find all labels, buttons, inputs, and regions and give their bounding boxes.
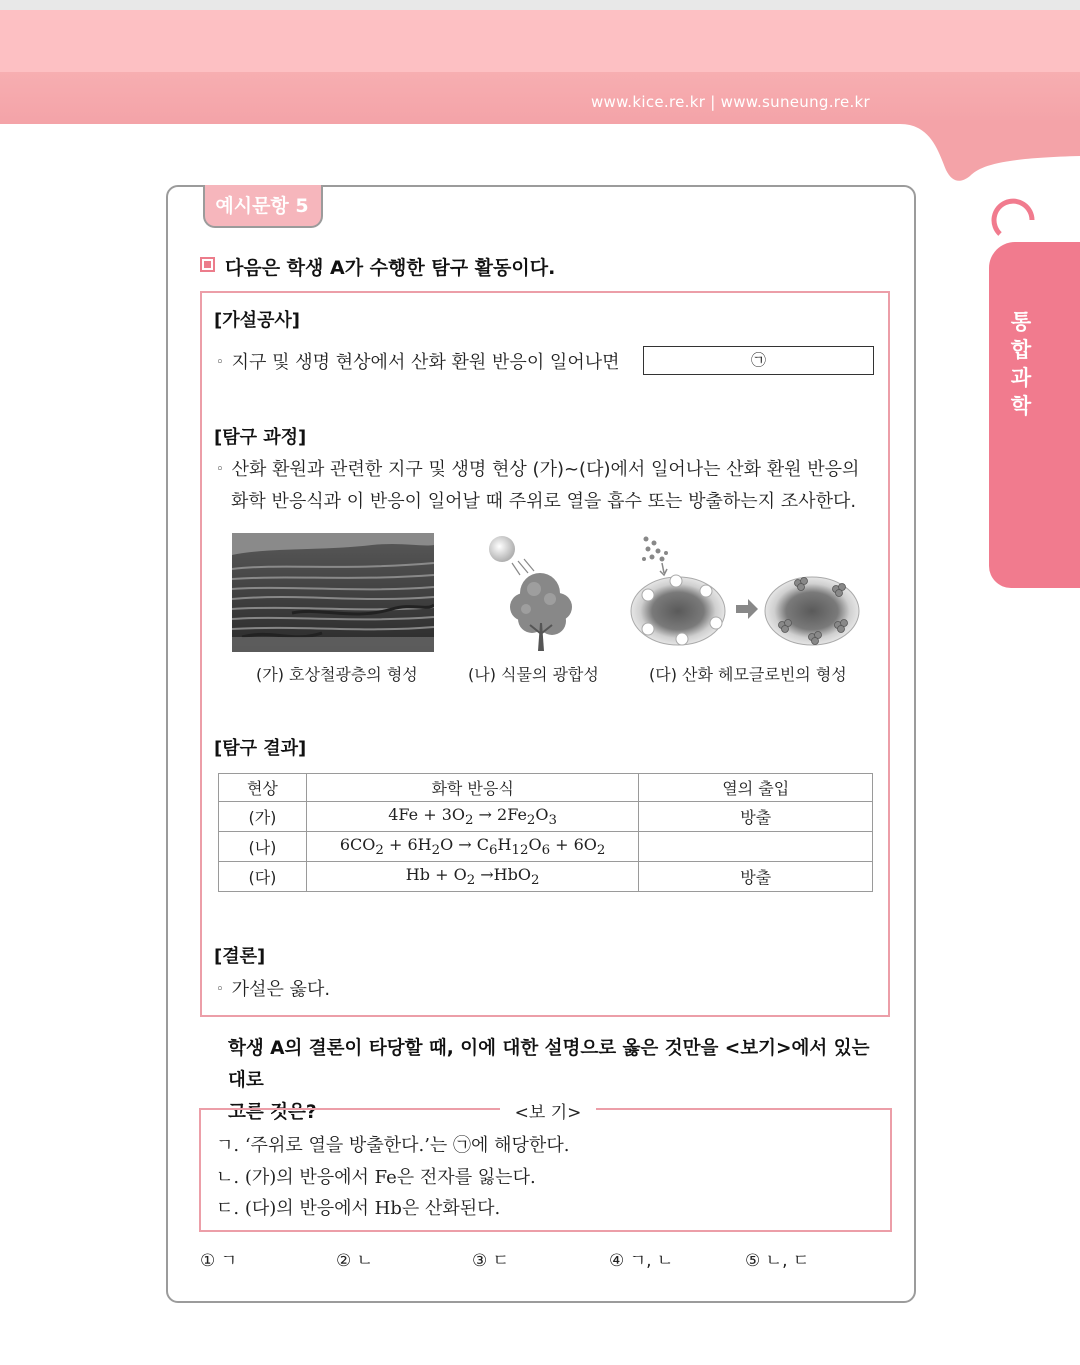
table-row [219,862,873,892]
square-bullet-icon [200,257,215,272]
item-label: 예시문항 5 [215,195,309,217]
hypothesis-text: ◦ 지구 및 생명 현상에서 산화 환원 반응이 일어나면 [216,352,620,373]
answer-option-1[interactable]: ① ㄱ [200,1251,238,1271]
table-header-cell: 열의 출입 [639,774,873,802]
table-row [219,832,873,862]
results-heading: [탐구 결과] [214,738,307,759]
table-header-row [219,774,873,802]
results-table [218,773,873,892]
side-tab-char: 통 [1010,310,1032,334]
process-heading: [탐구 과정] [214,427,307,448]
question-stem: 다음은 학생 A가 수행한 탐구 활동이다. [200,253,555,280]
circle-bullet-icon: ◦ [216,462,224,477]
answer-option-5[interactable]: ⑤ ㄴ, ㄷ [745,1251,810,1271]
table-header-cell: 화학 반응식 [306,774,639,802]
bogi-title: <보 기> [500,1098,596,1123]
hypothesis-blank: ㉠ [643,346,874,375]
table-cell-heat: 방출 [639,802,873,832]
table-header-cell: 현상 [219,774,307,802]
bogi-item-2: ㄴ. (가)의 반응에서 Fe은 전자를 잃는다. [216,1167,536,1188]
hypothesis-heading: [가설공사] [214,310,301,331]
conclusion-text: ◦ 가설은 옳다. [216,979,331,1000]
header-curve-decoration [860,120,1080,190]
circle-bullet-icon: ◦ [216,355,224,370]
figure-caption-c: (다) 산화 헤모글로빈의 형성 [649,665,847,684]
sun-icon [489,536,515,562]
table-cell-heat [639,832,873,862]
question-text: 학생 A의 결론이 타당할 때, 이에 대한 설명으로 옳은 것만을 <보기>에서 있는 대로 고른 것은? [228,1038,870,1123]
process-line-1: ◦ 산화 환원과 관련한 지구 및 생명 현상 (가)~(다)에서 일어나는 산화 환원 반응의 [216,459,860,480]
side-tab-char: 합 [1010,338,1032,362]
table-cell-heat: 방출 [639,862,873,892]
figure-caption-a: (가) 호상철광층의 형성 [256,665,418,684]
table-cell-case: (가) [219,802,307,832]
header-url[interactable]: www.kice.re.kr | www.suneung.re.kr [590,93,870,111]
answer-option-4[interactable]: ④ ㄱ, ㄴ [609,1251,674,1271]
table-cell-equation: $6CO_2 + 6H_2O \to C_6H_{12}O_6 + 6O_2$ [306,832,639,862]
hemoglobin-oxygenation-illustration [626,533,866,653]
circle-bullet-icon: ◦ [216,982,224,997]
table-cell-equation: $4Fe + 3O_2 \to 2Fe_2O_3$ [306,802,639,832]
side-tab-char: 학 [1010,394,1032,418]
table-cell-case: (다) [219,862,307,892]
arrow-right-icon [736,599,758,619]
answer-option-3[interactable]: ③ ㄷ [472,1251,510,1271]
subject-side-tab-label [1003,308,1039,420]
side-tab-hook-decoration [988,190,1050,250]
side-tab-char: 과 [1010,366,1032,390]
table-cell-case: (나) [219,832,307,862]
table-row [219,802,873,832]
header-banner [0,10,1080,124]
table-cell-equation: $Hb + O_2 \to HbO_2$ [306,862,639,892]
answer-option-2[interactable]: ② ㄴ [336,1251,374,1271]
bogi-item-3: ㄷ. (다)의 반응에서 Hb은 산화된다. [216,1198,501,1219]
tree-photosynthesis-illustration [480,533,590,655]
banded-iron-formation-photo [232,533,434,652]
figure-caption-b: (나) 식물의 광합성 [468,665,599,684]
conclusion-heading: [결론] [214,946,266,967]
header-top-strip [0,0,1080,10]
bogi-item-1: ㄱ. ‘주위로 열을 방출한다.’는 ㉠에 해당한다. [216,1135,570,1156]
process-line-2: 화학 반응식과 이 반응이 일어날 때 주위로 열을 흡수 또는 방출하는지 조사한다. [231,491,857,512]
